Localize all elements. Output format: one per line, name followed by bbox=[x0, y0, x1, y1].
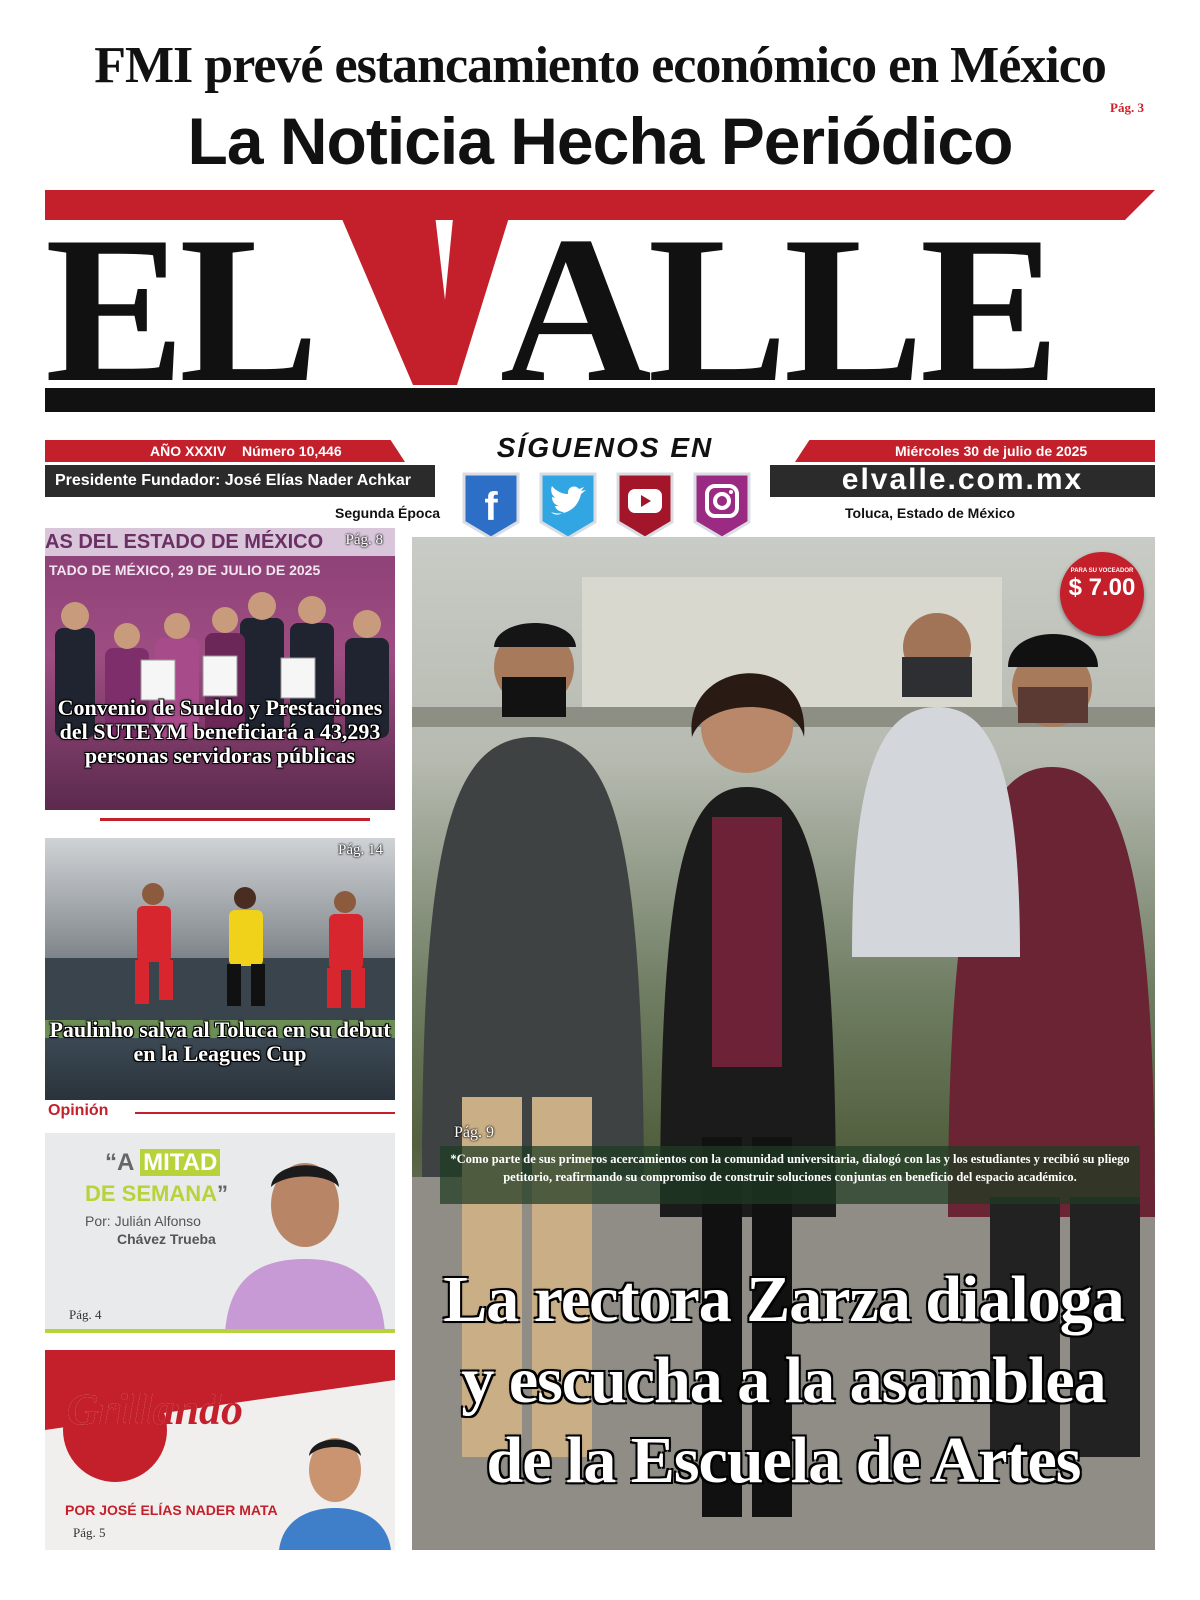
youtube-icon[interactable] bbox=[614, 470, 676, 542]
opinion-mitad-author-line1: Por: Julián Alfonso bbox=[85, 1213, 201, 1229]
price-badge bbox=[1060, 552, 1144, 636]
story-suteym-headline[interactable]: Convenio de Sueldo y Prestaciones del SUTEYM beneficiará a 43,293 personas servidoras públicas bbox=[57, 695, 383, 769]
main-story-headline-line1: La rectora Zarza dialoga bbox=[443, 1263, 1124, 1336]
main-story-headline-line2: y escucha a la asamblea bbox=[461, 1343, 1106, 1417]
main-story-caption: *Como parte de sus primeros acercamientos con la comunidad universitaria, dialogó con las y los estudiantes y recibió su pliego petitorio, reafirmando su compromiso de construir soluciones conjuntas en beneficio del espacio académico. bbox=[440, 1146, 1140, 1204]
opinion-mitad-title-mitad: MITAD bbox=[140, 1149, 220, 1176]
masthead-alle: ALLE bbox=[500, 194, 1056, 426]
instagram-icon[interactable] bbox=[691, 470, 753, 542]
story-suteym[interactable] bbox=[45, 528, 395, 810]
opinion-grillando[interactable] bbox=[45, 1350, 395, 1550]
opinion-grillando-author: POR JOSÉ ELÍAS NADER MATA bbox=[65, 1502, 278, 1518]
price-label: PARA SU VOCEADOR bbox=[1070, 568, 1134, 574]
divider-rule bbox=[100, 818, 370, 821]
main-story-headline[interactable] bbox=[412, 1260, 1155, 1502]
opinion-mitad-title-line2 bbox=[85, 1181, 228, 1207]
twitter-icon[interactable] bbox=[537, 470, 599, 542]
opinion-mitad-author-photo bbox=[215, 1143, 385, 1333]
epoch-text: Segunda Época bbox=[335, 505, 441, 521]
story-suteym-subbanner: TADO DE MÉXICO, 29 DE JULIO DE 2025 bbox=[49, 562, 321, 578]
issue-number: Número 10,446 bbox=[242, 443, 342, 459]
story-toluca-photo bbox=[45, 838, 395, 1038]
opinion-mitad-title-line1 bbox=[105, 1149, 220, 1177]
masthead-logo bbox=[45, 180, 1155, 430]
opinion-mitad-underline bbox=[45, 1329, 395, 1333]
opinion-mitad-author-line2: Chávez Trueba bbox=[117, 1231, 216, 1247]
opinion-rule bbox=[135, 1112, 395, 1114]
opinion-grillando-title: Grillando bbox=[67, 1385, 244, 1434]
founder-text: Presidente Fundador: José Elías Nader Achkar bbox=[55, 472, 411, 489]
issue-year: AÑO XXXIV bbox=[150, 443, 227, 459]
opinion-mitad-quote-close: ” bbox=[217, 1181, 229, 1206]
masthead-red-v bbox=[333, 198, 515, 385]
main-story-page-ref: Pág. 9 bbox=[454, 1124, 494, 1141]
website-link[interactable]: elvalle.com.mx bbox=[841, 463, 1084, 496]
story-suteym-page-ref: Pág. 8 bbox=[345, 532, 383, 548]
issue-date: Miércoles 30 de julio de 2025 bbox=[895, 443, 1088, 459]
price-value: $ 7.00 bbox=[1068, 574, 1136, 601]
opinion-mitad-page-ref: Pág. 4 bbox=[69, 1307, 102, 1322]
facebook-icon[interactable] bbox=[460, 470, 522, 542]
masthead-el: EL bbox=[45, 194, 314, 426]
opinion-label: Opinión bbox=[48, 1102, 109, 1119]
story-suteym-banner: AS DEL ESTADO DE MÉXICO bbox=[45, 528, 395, 556]
city-text: Toluca, Estado de México bbox=[845, 505, 1016, 521]
story-toluca-headline[interactable]: Paulinho salva al Toluca en su debut en la Leagues Cup bbox=[49, 1017, 391, 1067]
top-headline[interactable]: FMI prevé estancamiento económico en México bbox=[94, 37, 1106, 94]
follow-us-label: SÍGUENOS EN bbox=[496, 432, 714, 463]
main-story-headline-line3: de la Escuela de Artes bbox=[486, 1424, 1081, 1498]
opinion-mitad-quote-open: “A bbox=[105, 1149, 134, 1176]
opinion-grillando-page-ref: Pág. 5 bbox=[73, 1525, 106, 1540]
svg-text:f: f bbox=[484, 485, 498, 529]
top-headline-page-ref: Pág. 3 bbox=[1110, 100, 1144, 115]
story-toluca[interactable] bbox=[45, 838, 395, 1100]
story-toluca-page-ref: Pág. 14 bbox=[338, 842, 383, 858]
slogan: La Noticia Hecha Periódico bbox=[187, 104, 1013, 178]
opinion-mitad-de-semana[interactable] bbox=[45, 1133, 395, 1333]
opinion-mitad-title-semana: DE SEMANA bbox=[85, 1181, 218, 1206]
opinion-grillando-author-photo bbox=[275, 1430, 395, 1550]
